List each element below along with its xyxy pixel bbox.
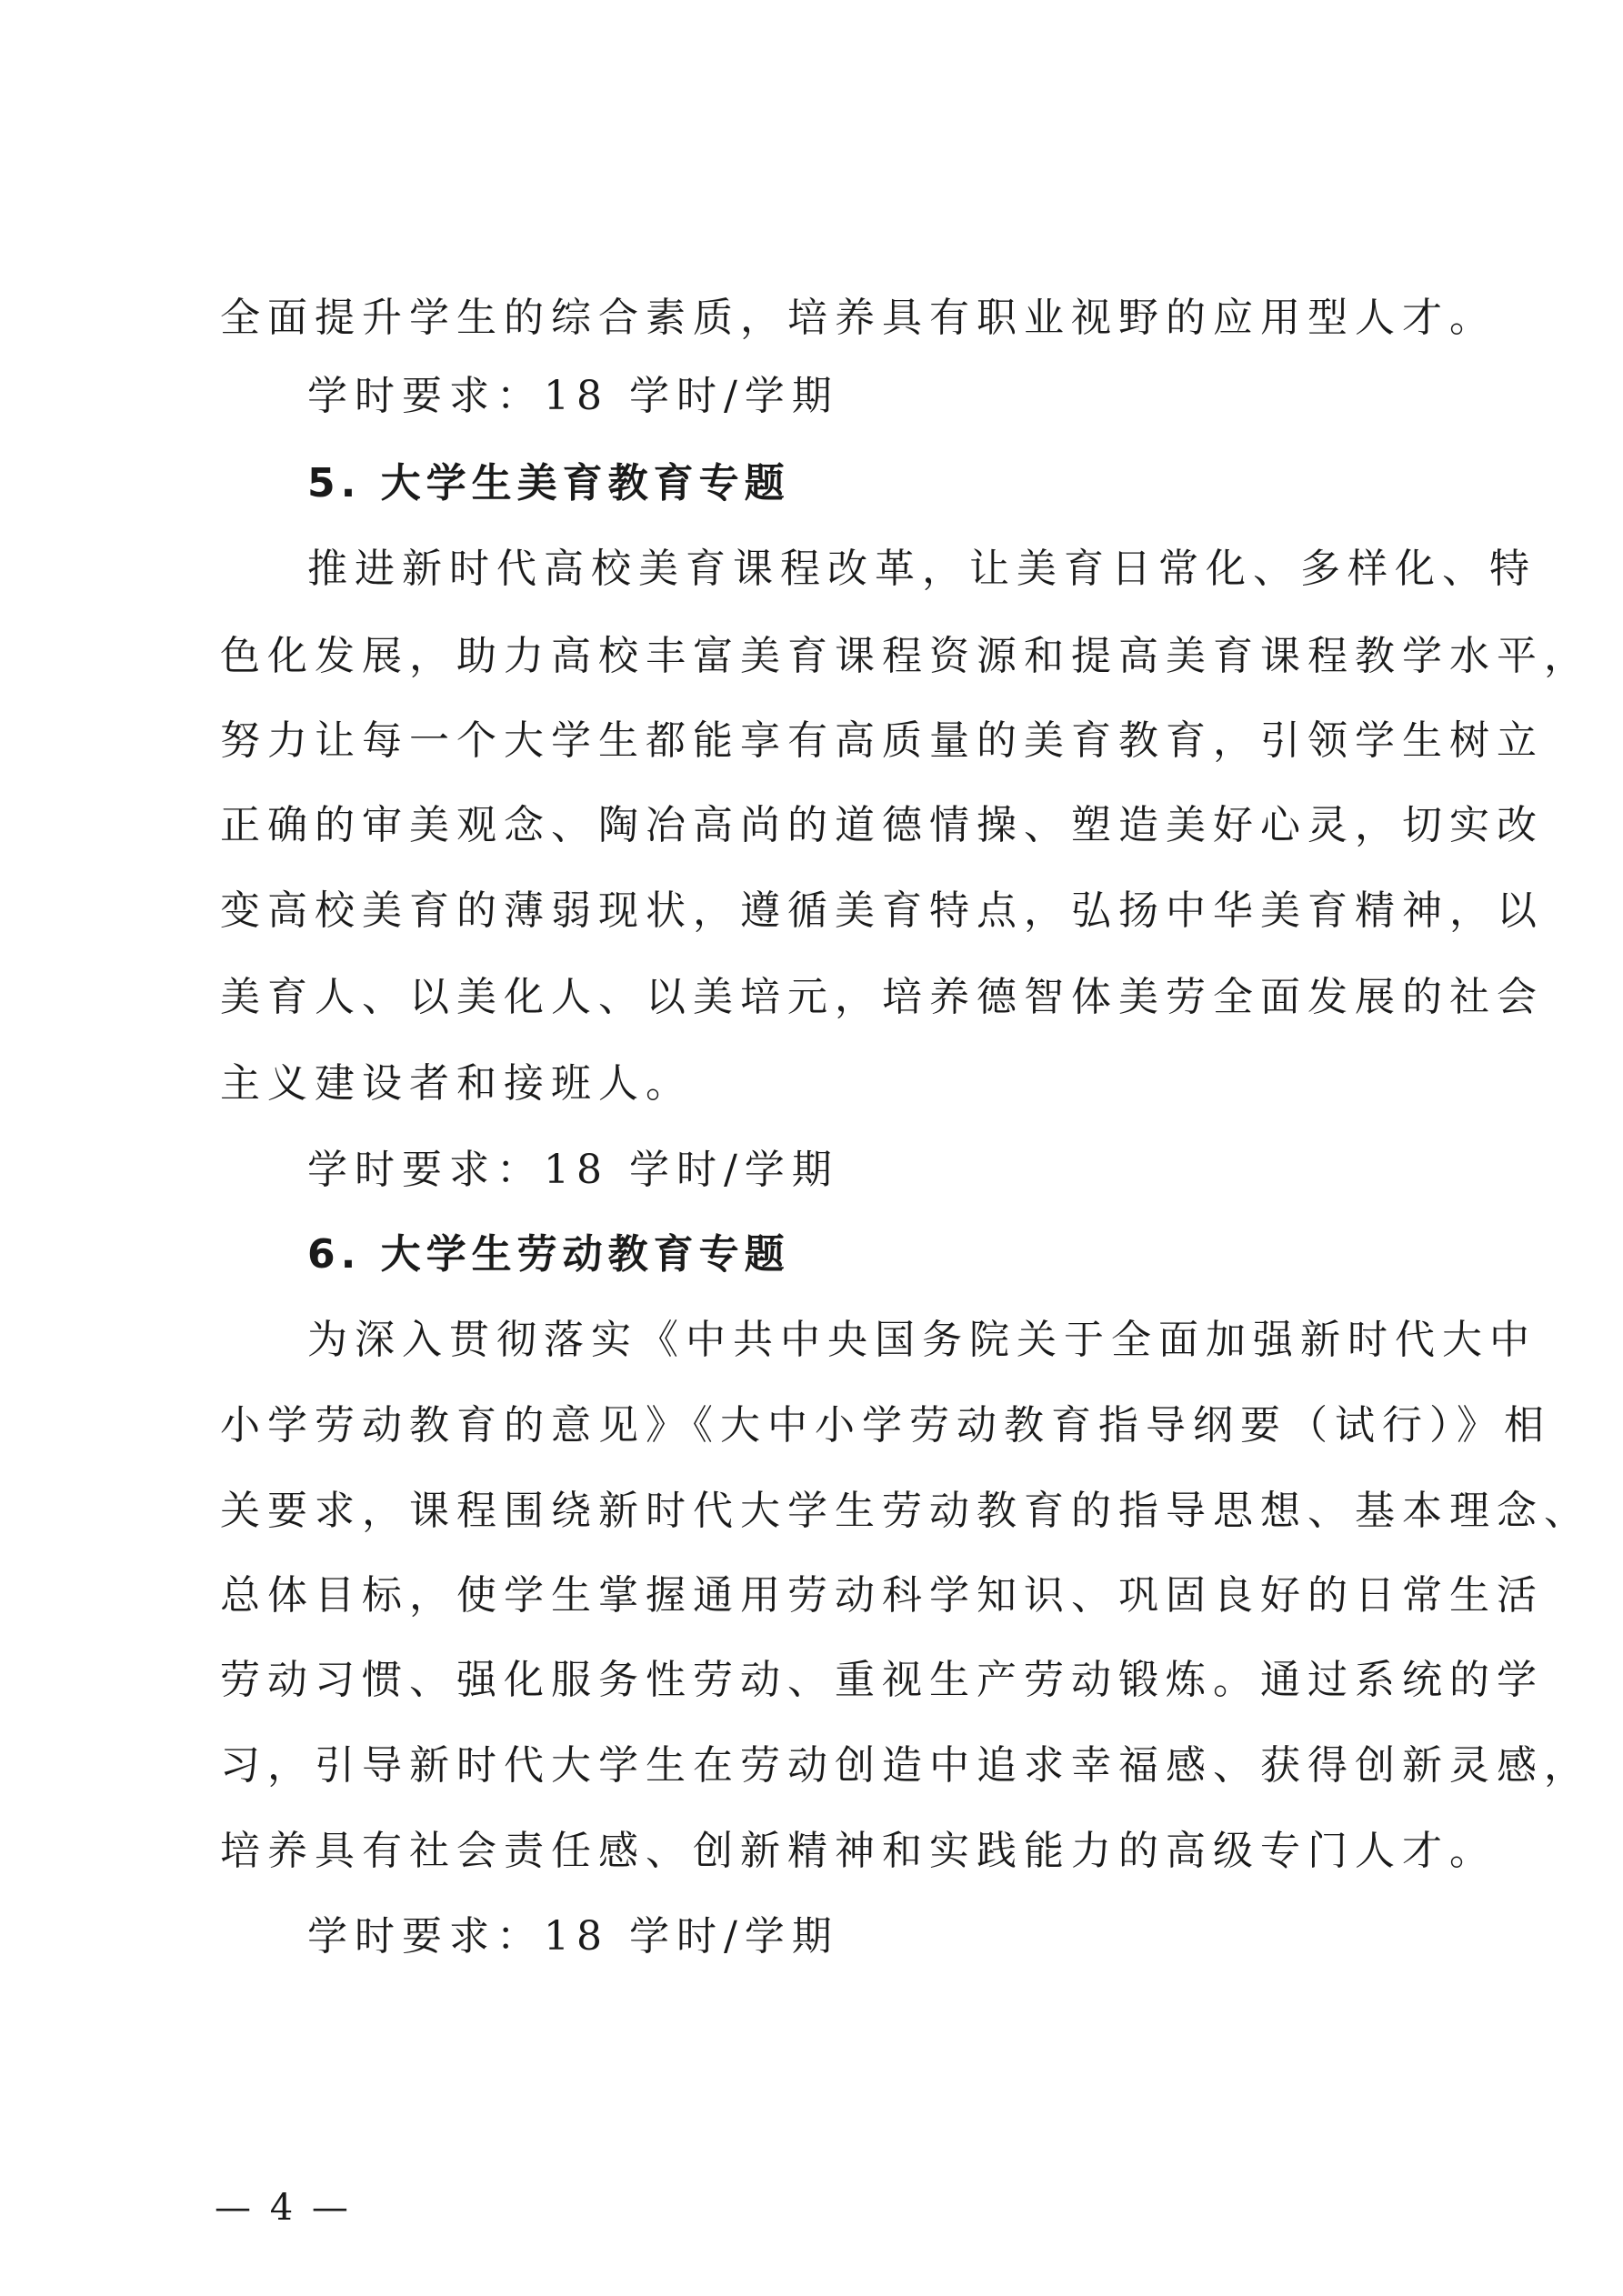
hours-requirement: 学时要求：18 学时/学期 bbox=[307, 373, 839, 419]
paragraph-line: 努力让每一个大学生都能享有高质量的美育教育，引领学生树立 bbox=[220, 717, 1544, 764]
paragraph-continuation-line: 全面提升学生的综合素质，培养具有职业视野的应用型人才。 bbox=[220, 295, 1497, 341]
section-heading-aesthetic-education: 5. 大学生美育教育专题 bbox=[307, 460, 790, 506]
page-number: — 4 — bbox=[215, 2187, 352, 2229]
paragraph-line: 小学劳动教育的意见》《大中小学劳动教育指导纲要（试行）》相 bbox=[220, 1402, 1551, 1449]
paragraph-line: 总体目标，使学生掌握通用劳动科学知识、巩固良好的日常生活 bbox=[220, 1572, 1544, 1619]
hours-requirement: 学时要求：18 学时/学期 bbox=[307, 1147, 839, 1193]
paragraph-line: 培养具有社会责任感、创新精神和实践能力的高级专门人才。 bbox=[220, 1828, 1497, 1874]
paragraph-line: 主义建设者和接班人。 bbox=[220, 1060, 693, 1107]
paragraph-line: 推进新时代高校美育课程改革，让美育日常化、多样化、特 bbox=[307, 546, 1537, 592]
paragraph-line: 美育人、以美化人、以美培元，培养德智体美劳全面发展的社会 bbox=[220, 974, 1544, 1020]
paragraph-line: 习，引导新时代大学生在劳动创造中追求幸福感、获得创新灵感， bbox=[220, 1742, 1591, 1789]
hours-requirement: 学时要求：18 学时/学期 bbox=[307, 1913, 839, 1960]
paragraph-line: 变高校美育的薄弱现状，遵循美育特点，弘扬中华美育精神，以 bbox=[220, 887, 1544, 934]
paragraph-line: 为深入贯彻落实《中共中央国务院关于全面加强新时代大中 bbox=[307, 1317, 1537, 1363]
section-heading-labor-education: 6. 大学生劳动教育专题 bbox=[307, 1231, 790, 1278]
paragraph-line: 正确的审美观念、陶冶高尚的道德情操、塑造美好心灵，切实改 bbox=[220, 802, 1544, 848]
paragraph-line: 关要求，课程围绕新时代大学生劳动教育的指导思想、基本理念、 bbox=[220, 1488, 1591, 1534]
paragraph-line: 色化发展，助力高校丰富美育课程资源和提高美育课程教学水平， bbox=[220, 633, 1591, 679]
paragraph-line: 劳动习惯、强化服务性劳动、重视生产劳动锻炼。通过系统的学 bbox=[220, 1657, 1544, 1703]
